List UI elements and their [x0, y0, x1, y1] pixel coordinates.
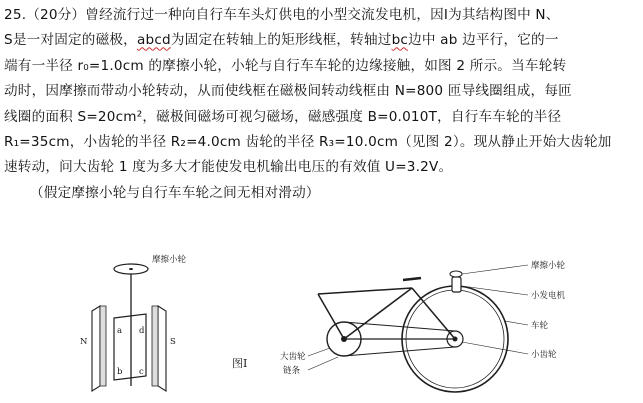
friction-wheel-label: 摩擦小轮: [152, 255, 187, 265]
problem-line: S是一对固定的磁极，abcd为固定在转轴上的矩形线框，转轴过bc边中 ab 边平行，它的一: [4, 32, 559, 49]
down-tube: [318, 294, 344, 339]
magnet-pole-s: [158, 306, 166, 391]
corner-a-label: a: [117, 326, 123, 336]
magnet-pole-n-face: [100, 306, 106, 386]
leader-line: [462, 286, 528, 295]
problem-text: [4, 3, 640, 206]
seat-stay: [412, 288, 455, 339]
leader-line: [505, 321, 528, 325]
spellcheck-word: bc: [391, 32, 409, 49]
corner-d-label: d: [139, 326, 145, 336]
generator-label: 小发电机: [531, 291, 566, 301]
generator-structure-diagram: [80, 254, 247, 391]
figure-area: [0, 236, 643, 403]
leader-line: [462, 342, 528, 354]
pole-n-label: N: [80, 337, 88, 347]
problem-line: 动时，因摩擦而带动小轮转动，从而使线框在磁极间转动线框由 N=800 匝导线圈组成，每匝: [4, 83, 572, 100]
leader-line: [308, 357, 338, 370]
small-gear-label: 小齿轮: [531, 350, 557, 360]
chain-bottom: [344, 347, 455, 356]
problem-line: 速转动，问大齿轮 1 度为多大才能使发电机输出电压的有效值 U=3.2V。: [4, 159, 453, 176]
problem-line: 端有一半径 r₀=1.0cm 的摩擦小轮，小轮与自行车车轮的边缘接触，如图 2 所示。当车轮转: [4, 57, 567, 74]
corner-b-label: b: [117, 367, 123, 377]
wheel-label: 车轮: [531, 321, 549, 331]
saddle-shape: [403, 278, 421, 280]
friction-wheel-label-2: 摩擦小轮: [531, 261, 566, 271]
corner-c-label: c: [139, 367, 144, 377]
leader-line: [308, 348, 330, 356]
bicycle-drive-diagram: [280, 260, 566, 392]
problem-line: R₁=35cm，小齿轮的半径 R₂=4.0cm 齿轮的半径 R₃=10.0cm（见图 2）。现从静止开始大齿轮加: [4, 133, 612, 150]
wheel-hub: [129, 268, 133, 270]
leader-line: [462, 265, 528, 274]
top-tube: [318, 288, 412, 294]
friction-wheel-small: [450, 271, 462, 277]
problem-line: 25.（20分）曾经流行过一种向自行车车头灯供电的小型交流发电机，因I为其结构图中 N、: [4, 7, 560, 23]
magnet-pole-n: [92, 306, 100, 391]
figure-1-title: 图I: [232, 357, 248, 370]
spellcheck-word: abcd: [136, 32, 171, 49]
problem-note: （假定摩擦小轮与自行车车轮之间无相对滑动）: [30, 184, 320, 201]
problem-line: 线圈的面积 S=20cm²，磁极间磁场可视匀磁场，磁感强度 B=0.010T，自行车车轮的半径: [4, 108, 562, 125]
chain-label: 链条: [283, 366, 301, 376]
big-gear-label: 大齿轮: [280, 352, 306, 362]
generator-body: [452, 277, 461, 292]
pole-s-label: S: [170, 337, 176, 347]
magnet-pole-s-face: [152, 306, 158, 386]
